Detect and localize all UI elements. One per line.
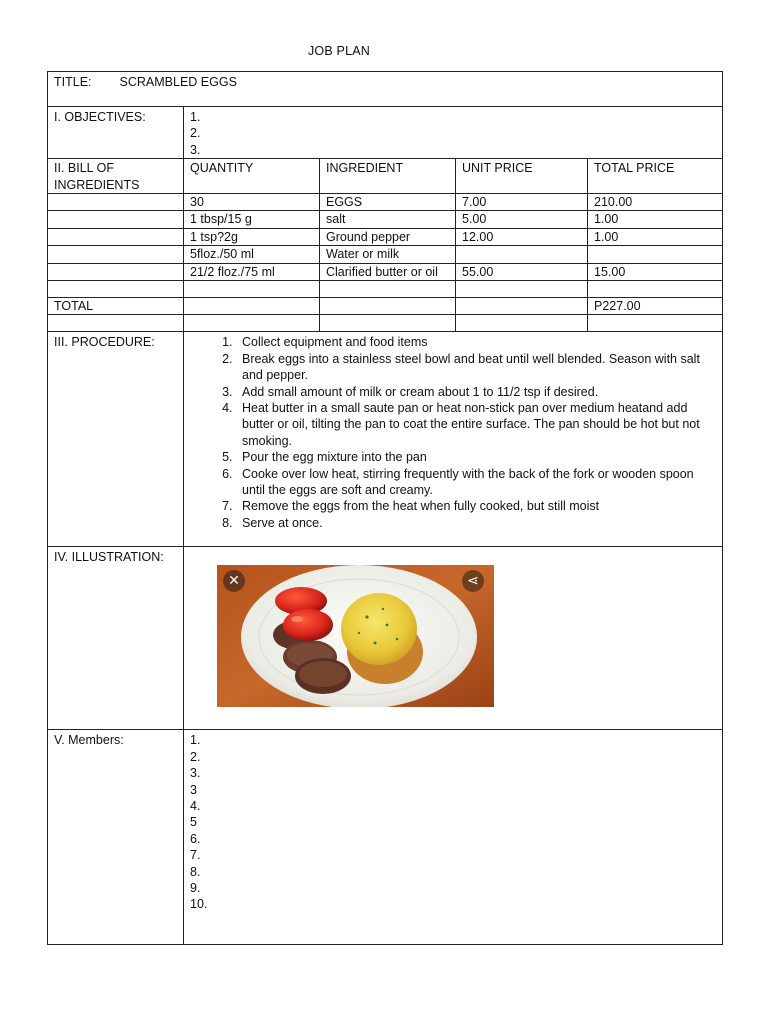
- procedure-row: [48, 332, 723, 547]
- table-row: [48, 193, 723, 210]
- bill-label: II. BILL OF INGREDIENTS: [48, 159, 184, 194]
- title-label: TITLE:: [54, 75, 92, 89]
- unit-price-cell: [456, 246, 588, 263]
- ingredient-cell: EGGS: [320, 193, 456, 210]
- procedure-step: 5. Pour the egg mixture into the pan: [236, 449, 716, 465]
- member-item: 1.: [190, 733, 201, 748]
- members-list: [184, 730, 723, 945]
- job-plan-table: [47, 71, 723, 945]
- procedure-step: 7. Remove the eggs from the heat when fully cooked, but still moist: [236, 498, 716, 514]
- column-header-ingredient: INGREDIENT: [320, 159, 456, 194]
- table-row: [48, 211, 723, 228]
- quantity-cell: 1 tsp?2g: [184, 228, 320, 245]
- ingredient-cell: salt: [320, 211, 456, 228]
- member-item: 10.: [190, 897, 208, 912]
- title-value: SCRAMBLED EGGS: [119, 75, 237, 89]
- member-item: 3.: [190, 766, 201, 781]
- unit-price-cell: 7.00: [456, 193, 588, 210]
- objectives-list: [184, 107, 723, 159]
- objectives-row: [48, 107, 723, 159]
- procedure-step: 4. Heat butter in a small saute pan or heat non-stick pan over medium heatand add butter or oil, tilting the pan to coat the entire surface. The pan should be hot but not smoking.: [236, 400, 716, 449]
- title-row: [48, 72, 723, 107]
- procedure-label: III. PROCEDURE:: [48, 332, 184, 547]
- close-icon[interactable]: ✕: [223, 570, 245, 592]
- total-label: TOTAL: [48, 298, 184, 315]
- total-price-cell: 210.00: [588, 193, 723, 210]
- member-item: 3: [190, 782, 197, 797]
- table-row: [48, 246, 723, 263]
- quantity-cell: 21/2 floz./75 ml: [184, 263, 320, 280]
- objective-item: 1.: [190, 110, 201, 124]
- procedure-cell: [184, 332, 723, 547]
- food-photo: [217, 565, 494, 707]
- member-item: 9.: [190, 880, 201, 895]
- procedure-step: 8. Serve at once.: [236, 515, 716, 531]
- illustration-cell: [184, 547, 723, 730]
- procedure-step: 6. Cooke over low heat, stirring frequently with the back of the fork or wooden spoon until the eggs are soft and creamy.: [236, 466, 716, 499]
- objective-item: 2.: [190, 126, 201, 141]
- procedure-steps: [190, 334, 716, 531]
- quantity-cell: 30: [184, 193, 320, 210]
- member-item: 8.: [190, 864, 201, 879]
- bill-header-row: [48, 159, 723, 194]
- ingredient-cell: Clarified butter or oil: [320, 263, 456, 280]
- total-price-cell: 1.00: [588, 211, 723, 228]
- quantity-cell: 5floz./50 ml: [184, 246, 320, 263]
- objective-item: 3.: [190, 142, 201, 157]
- illustration-label: IV. ILLUSTRATION:: [48, 547, 184, 730]
- total-row: [48, 298, 723, 315]
- ingredient-cell: Water or milk: [320, 246, 456, 263]
- quantity-cell: 1 tbsp/15 g: [184, 211, 320, 228]
- member-item: 6.: [190, 831, 201, 846]
- unit-price-cell: 5.00: [456, 211, 588, 228]
- procedure-step: 1. Collect equipment and food items: [236, 334, 716, 350]
- total-value: P227.00: [588, 298, 723, 315]
- ingredient-cell: Ground pepper: [320, 228, 456, 245]
- page-heading: JOB PLAN: [307, 44, 371, 58]
- unit-price-cell: 12.00: [456, 228, 588, 245]
- illustration-row: [48, 547, 723, 730]
- share-icon[interactable]: ⋖: [462, 570, 484, 592]
- empty-row: [48, 281, 723, 298]
- column-header-quantity: QUANTITY: [184, 159, 320, 194]
- total-price-cell: 1.00: [588, 228, 723, 245]
- total-price-cell: 15.00: [588, 263, 723, 280]
- table-row: [48, 263, 723, 280]
- scrambled-eggs-image: [217, 565, 494, 707]
- member-item: 7.: [190, 848, 201, 863]
- procedure-step: 3. Add small amount of milk or cream about 1 to 11/2 tsp if desired.: [236, 384, 716, 400]
- unit-price-cell: 55.00: [456, 263, 588, 280]
- member-item: 5: [190, 815, 197, 830]
- column-header-unit-price: UNIT PRICE: [456, 159, 588, 194]
- member-item: 2.: [190, 749, 201, 764]
- members-row: [48, 730, 723, 945]
- objectives-label: I. OBJECTIVES:: [48, 107, 184, 159]
- total-price-cell: [588, 246, 723, 263]
- members-label: V. Members:: [48, 730, 184, 945]
- procedure-step: 2. Break eggs into a stainless steel bowl and beat until well blended. Season with salt and pepper.: [236, 351, 716, 384]
- member-item: 4.: [190, 798, 201, 813]
- table-row: [48, 228, 723, 245]
- empty-row: [48, 315, 723, 332]
- column-header-total-price: TOTAL PRICE: [588, 159, 723, 194]
